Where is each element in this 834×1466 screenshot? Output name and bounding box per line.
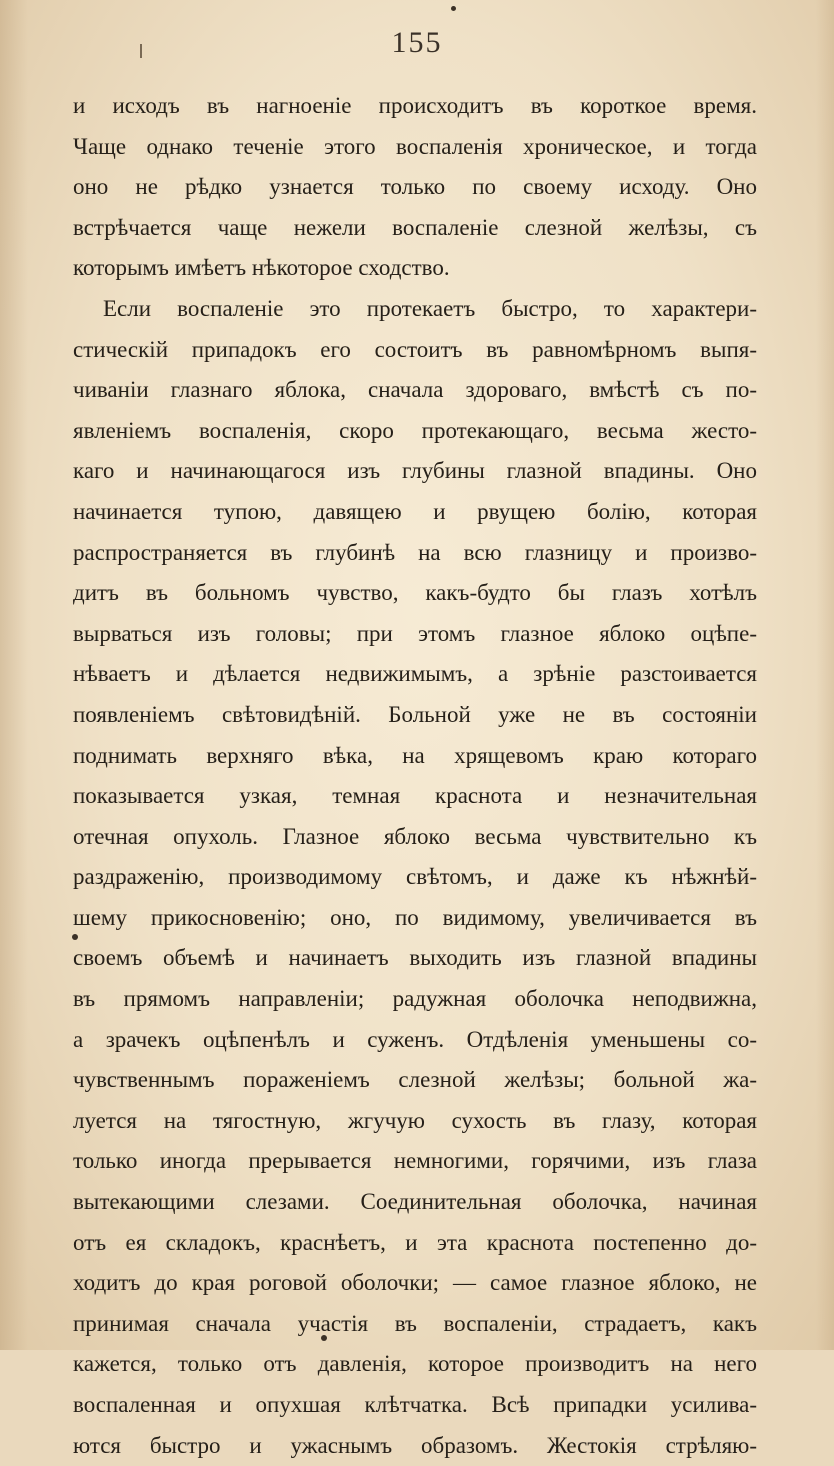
ink-speck [451,6,456,11]
body-text [73,86,757,1466]
text-line: вытекающими слезами. Соединительная оболочка, начиная [73,1189,757,1215]
text-line: показывается узкая, темная краснота и незначительная [73,783,757,809]
text-line: ходитъ до края роговой оболочки; — самое глазное яблоко, не [73,1270,757,1296]
text-line: каго и начинающагося изъ глубины глазной впадины. Оно [73,458,757,484]
text-line: начинается тупою, давящею и рвущею болію, которая [73,498,757,524]
text-line: которымъ имѣетъ нѣкоторое сходство. [73,255,450,281]
page-number: 155 [391,26,443,59]
text-line: въ прямомъ направленіи; радужная оболочка неподвижна, [73,986,757,1012]
text-line: поднимать верхняго вѣка, на хрящевомъ краю котораго [73,742,757,768]
text-line: отечная опухоль. Глазное яблоко весьма чувствительно къ [73,823,757,849]
text-line: чувственнымъ пораженіемъ слезной желѣзы; больной жа- [73,1067,757,1093]
text-line: чиваніи глазнаго яблока, сначала здороваго, вмѣстѣ съ по- [73,377,757,403]
text-line: и исходъ въ нагноеніе происходитъ въ короткое время. [73,93,757,118]
text-line: воспаленная и опухшая клѣтчатка. Всѣ припадки усилива- [73,1392,757,1417]
text-line: оно не рѣдко узнается только по своему исходу. Оно [73,174,757,200]
text-line: явленіемъ воспаленія, скоро протекающаго, весьма жесто- [73,417,757,443]
text-line: а зрачекъ оцѣпенѣлъ и суженъ. Отдѣленія уменьшены со- [73,1026,757,1052]
text-line: своемъ объемѣ и начинаетъ выходить изъ глазной впадины [73,945,757,971]
text-line: вырваться изъ головы; при этомъ глазное яблоко оцѣпе- [73,620,757,646]
text-line: распространяется въ глубинѣ на всю глазницу и произво- [73,539,757,565]
text-line: принимая сначала участія въ воспаленіи, страдаетъ, какъ [73,1310,757,1336]
text-line: раздраженію, производимому свѣтомъ, и даже къ нѣжнѣй- [73,864,757,890]
text-line: луется на тягостную, жгучую сухость въ глазу, которая [73,1107,757,1133]
text-line: только иногда прерывается немногими, горячими, изъ глаза [73,1148,757,1174]
text-line: стическій припадокъ его состоитъ въ равномѣрномъ выпя- [73,336,757,362]
page-shadow-right [816,0,834,1350]
page-shadow-left [0,0,28,1350]
text-line: Чаще однако теченіе этого воспаленія хроническое, и тогда [73,133,757,159]
text-line: шему прикосновенію; оно, по видимому, увеличивается въ [73,904,757,930]
text-line: встрѣчается чаще нежели воспаленіе слезной желѣзы, съ [73,214,757,240]
text-line: ются быстро и ужаснымъ образомъ. Жестокія стрѣляю- [73,1432,757,1458]
text-line: дитъ въ больномъ чувство, какъ-будто бы глазъ хотѣлъ [73,580,757,606]
text-line: Если воспаленіе это протекаетъ быстро, то характери- [103,295,757,321]
text-line: нѣваетъ и дѣлается недвижимымъ, а зрѣніе разстоивается [73,661,757,687]
text-line: кажется, только отъ давленія, которое производитъ на него [73,1351,757,1377]
text-line: появленіемъ свѣтовидѣній. Больной уже не въ состояніи [73,701,757,727]
text-line: отъ ея складокъ, краснѣетъ, и эта краснота постепенно до- [73,1229,757,1255]
